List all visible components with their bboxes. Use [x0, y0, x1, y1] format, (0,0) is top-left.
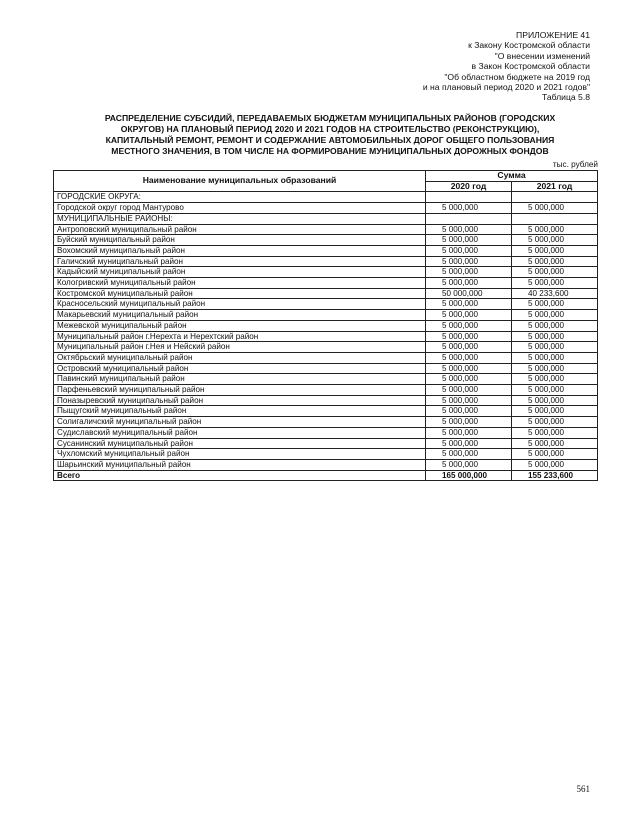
table-row [54, 256, 598, 267]
cell-amount-2021 [512, 192, 598, 203]
cell-municipality: Костромской муниципальный район [54, 288, 426, 299]
cell-municipality: Поназыревский муниципальный район [54, 395, 426, 406]
units-label: тыс. рублей [552, 160, 598, 169]
cell-municipality: Шарьинский муниципальный район [54, 459, 426, 470]
document-title [70, 113, 590, 157]
cell-amount-2020: 5 000,000 [426, 267, 512, 278]
cell-amount-2021: 5 000,000 [512, 267, 598, 278]
cell-amount-2021: 5 000,000 [512, 203, 598, 214]
table-row [54, 374, 598, 385]
cell-amount-2021: 5 000,000 [512, 385, 598, 396]
cell-amount-2020: 5 000,000 [426, 331, 512, 342]
cell-municipality: Макарьевский муниципальный район [54, 310, 426, 321]
cell-municipality: Островский муниципальный район [54, 363, 426, 374]
cell-amount-2021: 5 000,000 [512, 363, 598, 374]
table-row [54, 235, 598, 246]
cell-municipality: Октябрьский муниципальный район [54, 352, 426, 363]
subsidy-table [53, 170, 598, 481]
cell-amount-2020: 5 000,000 [426, 449, 512, 460]
cell-amount-2021: 5 000,000 [512, 438, 598, 449]
cell-amount-2021: 5 000,000 [512, 310, 598, 321]
cell-amount-2020: 5 000,000 [426, 438, 512, 449]
table-row [54, 449, 598, 460]
table-row [54, 299, 598, 310]
title-line: КАПИТАЛЬНЫЙ РЕМОНТ, РЕМОНТ И СОДЕРЖАНИЕ АВТОМОБИЛЬНЫХ ДОРОГ ОБЩЕГО ПОЛЬЗОВАНИЯ [105, 135, 555, 145]
cell-amount-2020: 5 000,000 [426, 427, 512, 438]
cell-municipality: Антроповский муниципальный район [54, 224, 426, 235]
cell-municipality: Красносельский муниципальный район [54, 299, 426, 310]
column-header-2020: 2020 год [426, 181, 512, 192]
header-line: ПРИЛОЖЕНИЕ 41 [516, 30, 590, 40]
cell-municipality: Чухломский муниципальный район [54, 449, 426, 460]
cell-amount-2021: 5 000,000 [512, 299, 598, 310]
table-row [54, 363, 598, 374]
cell-amount-2021: 5 000,000 [512, 235, 598, 246]
cell-municipality: Парфеньевский муниципальный район [54, 385, 426, 396]
cell-municipality: Судиславский муниципальный район [54, 427, 426, 438]
cell-amount-2020: 5 000,000 [426, 352, 512, 363]
cell-amount-2021: 5 000,000 [512, 406, 598, 417]
cell-amount-2020 [426, 192, 512, 203]
title-line: РАСПРЕДЕЛЕНИЕ СУБСИДИЙ, ПЕРЕДАВАЕМЫХ БЮДЖЕТАМ МУНИЦИПАЛЬНЫХ РАЙОНОВ (ГОРОДСКИХ [104, 113, 556, 123]
total-amount-2021: 155 233,600 [512, 470, 598, 481]
table-number: Таблица 5.8 [541, 92, 590, 103]
cell-amount-2020: 5 000,000 [426, 385, 512, 396]
cell-amount-2021: 5 000,000 [512, 395, 598, 406]
cell-municipality: МУНИЦИПАЛЬНЫЕ РАЙОНЫ: [54, 213, 426, 224]
table-row [54, 310, 598, 321]
table-row [54, 459, 598, 470]
cell-amount-2021: 5 000,000 [512, 374, 598, 385]
table-row [54, 438, 598, 449]
table-row [54, 278, 598, 289]
cell-amount-2020 [426, 213, 512, 224]
cell-municipality: Вохомский муниципальный район [54, 245, 426, 256]
cell-municipality: Солигаличский муниципальный район [54, 417, 426, 428]
cell-amount-2021: 5 000,000 [512, 224, 598, 235]
cell-municipality: Муниципальный район г.Нерехта и Нерехтский район [54, 331, 426, 342]
title-line: ОКРУГОВ) НА ПЛАНОВЫЙ ПЕРИОД 2020 И 2021 ГОДОВ НА СТРОИТЕЛЬСТВО (РЕКОНСТРУКЦИЮ), [120, 124, 540, 134]
cell-amount-2020: 5 000,000 [426, 224, 512, 235]
cell-amount-2021: 5 000,000 [512, 417, 598, 428]
cell-municipality: Галичский муниципальный район [54, 256, 426, 267]
cell-amount-2021: 5 000,000 [512, 331, 598, 342]
cell-amount-2021: 40 233,600 [512, 288, 598, 299]
cell-amount-2020: 5 000,000 [426, 320, 512, 331]
total-amount-2020: 165 000,000 [426, 470, 512, 481]
cell-municipality: Буйский муниципальный район [54, 235, 426, 246]
header-line: к Закону Костромской области [468, 40, 590, 51]
cell-amount-2021: 5 000,000 [512, 352, 598, 363]
table-row [54, 342, 598, 353]
table-row [54, 427, 598, 438]
table-row [54, 385, 598, 396]
cell-municipality: Кологривский муниципальный район [54, 278, 426, 289]
cell-amount-2021: 5 000,000 [512, 459, 598, 470]
table-row [54, 245, 598, 256]
table-row [54, 224, 598, 235]
cell-amount-2021: 5 000,000 [512, 427, 598, 438]
table-row [54, 331, 598, 342]
cell-municipality: Городской округ город Мантурово [54, 203, 426, 214]
cell-municipality: Межевской муниципальный район [54, 320, 426, 331]
header-line: в Закон Костромской области [471, 61, 590, 72]
column-header-sum: Сумма [426, 171, 598, 182]
cell-amount-2020: 5 000,000 [426, 256, 512, 267]
cell-amount-2020: 5 000,000 [426, 245, 512, 256]
table-row [54, 352, 598, 363]
cell-amount-2020: 5 000,000 [426, 310, 512, 321]
cell-municipality: Муниципальный район г.Нея и Нейский район [54, 342, 426, 353]
table-row [54, 267, 598, 278]
page-number: 561 [576, 784, 590, 794]
cell-amount-2021: 5 000,000 [512, 320, 598, 331]
cell-amount-2020: 5 000,000 [426, 395, 512, 406]
cell-municipality: Кадыйский муниципальный район [54, 267, 426, 278]
cell-amount-2021: 5 000,000 [512, 278, 598, 289]
cell-amount-2020: 5 000,000 [426, 374, 512, 385]
cell-amount-2020: 5 000,000 [426, 299, 512, 310]
cell-amount-2020: 5 000,000 [426, 417, 512, 428]
header-line: "Об областном бюджете на 2019 год [444, 71, 590, 82]
column-header-name: Наименование муниципальных образований [54, 171, 426, 192]
cell-amount-2020: 50 000,000 [426, 288, 512, 299]
header-line: и на плановый период 2020 и 2021 годов" [422, 82, 590, 93]
cell-municipality: Сусанинский муниципальный район [54, 438, 426, 449]
cell-amount-2020: 5 000,000 [426, 406, 512, 417]
cell-municipality: ГОРОДСКИЕ ОКРУГА: [54, 192, 426, 203]
cell-amount-2021: 5 000,000 [512, 256, 598, 267]
cell-amount-2020: 5 000,000 [426, 459, 512, 470]
column-header-2021: 2021 год [512, 181, 598, 192]
cell-amount-2020: 5 000,000 [426, 235, 512, 246]
cell-amount-2020: 5 000,000 [426, 342, 512, 353]
cell-amount-2021: 5 000,000 [512, 449, 598, 460]
cell-municipality: Пыщугский муниципальный район [54, 406, 426, 417]
table-row [54, 288, 598, 299]
total-label: Всего [54, 470, 426, 481]
cell-municipality: Павинский муниципальный район [54, 374, 426, 385]
table-row [54, 395, 598, 406]
cell-amount-2020: 5 000,000 [426, 363, 512, 374]
table-row [54, 213, 598, 224]
table-body [54, 192, 598, 481]
header-line: "О внесении изменений [494, 50, 590, 61]
table-row [54, 417, 598, 428]
table-row [54, 203, 598, 214]
table-row [54, 320, 598, 331]
cell-amount-2020: 5 000,000 [426, 278, 512, 289]
cell-amount-2020: 5 000,000 [426, 203, 512, 214]
appendix-header [330, 30, 590, 103]
cell-amount-2021: 5 000,000 [512, 342, 598, 353]
table-row [54, 406, 598, 417]
title-line: МЕСТНОГО ЗНАЧЕНИЯ, В ТОМ ЧИСЛЕ НА ФОРМИРОВАНИЕ МУНИЦИПАЛЬНЫХ ДОРОЖНЫХ ФОНДОВ [111, 146, 549, 156]
cell-amount-2021: 5 000,000 [512, 245, 598, 256]
table-row [54, 192, 598, 203]
cell-amount-2021 [512, 213, 598, 224]
total-row [54, 470, 598, 481]
